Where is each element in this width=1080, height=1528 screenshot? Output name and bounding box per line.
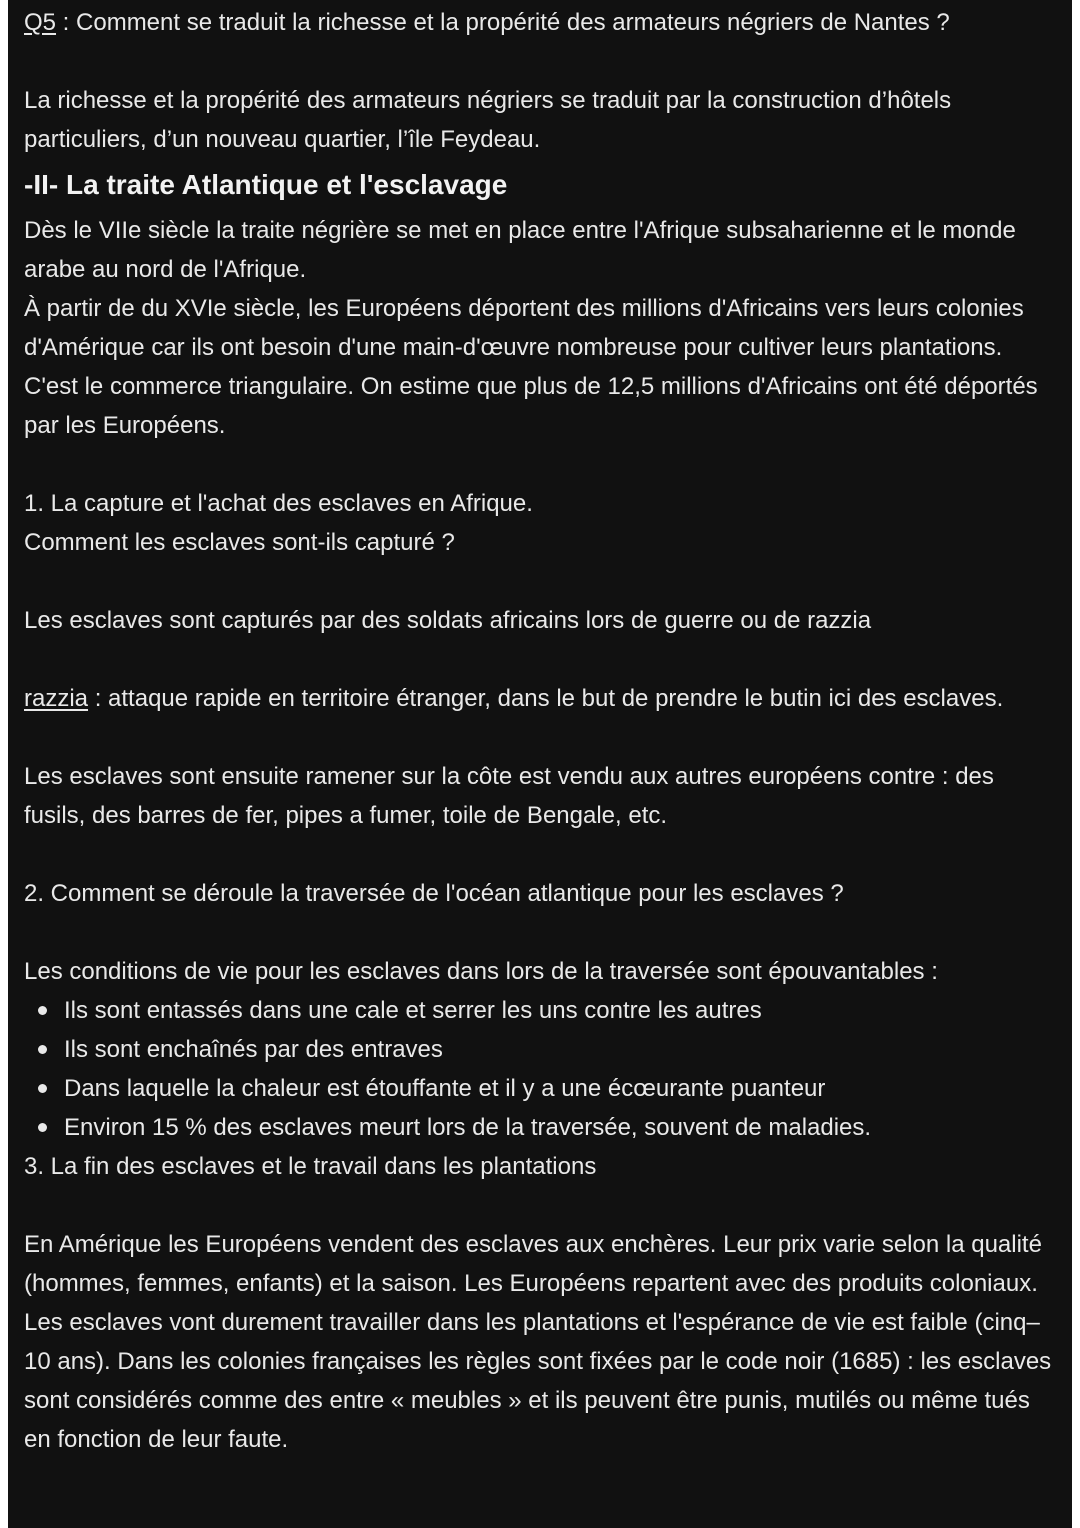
list-item xyxy=(38,1108,1058,1147)
part1-title: 1. La capture et l'achat des esclaves en Afrique. xyxy=(24,490,533,517)
razzia-definition-text: : attaque rapide en territoire étranger, dans le but de prendre le butin ici des esclaves. xyxy=(88,685,1004,712)
list-item xyxy=(38,1069,1058,1108)
spacer xyxy=(24,445,1058,484)
bullet-icon xyxy=(38,1123,47,1132)
section-intro-1: Dès le VIIe siècle la traite négrière se met en place entre l'Afrique subsaharienne et le monde arabe au nord de l'Afrique. xyxy=(24,217,1016,283)
part1-answer: Les esclaves sont capturés par des soldats africains lors de guerre ou de razzia xyxy=(24,607,872,634)
q5-question-text: : Comment se traduit la richesse et la propérité des armateurs négriers de Nantes ? xyxy=(56,9,950,36)
spacer xyxy=(24,640,1058,679)
razzia-term: razzia xyxy=(24,685,89,712)
part2-intro: Les conditions de vie pour les esclaves dans lors de la traversée sont épouvantables : xyxy=(24,958,938,985)
list-item-text: Dans laquelle la chaleur est étouffante et il y a une écœurante puanteur xyxy=(64,1075,826,1102)
part3-text: En Amérique les Européens vendent des esclaves aux enchères. Leur prix varie selon la qualité (hommes, femmes, enfants) et la saison. Les Européens repartent avec des produits coloniaux. Les esclaves vont durement travailler dans les plantations et l'espérance de vie est faible (cinq–10 ans). Dans les colonies françaises les règles sont fixées par le code noir (1685) : les esclaves sont considérés comme des entre « meubles » et ils peuvent être punis, mutilés ou même tués en fonction de leur faute. xyxy=(24,1231,1052,1453)
part2-title: 2. Comment se déroule la traversée de l'océan atlantique pour les esclaves ? xyxy=(24,880,844,907)
note-page xyxy=(8,0,1072,1528)
spacer xyxy=(24,562,1058,601)
list-item xyxy=(38,1030,1058,1069)
spacer xyxy=(24,913,1058,952)
bullet-icon xyxy=(38,1045,47,1054)
q5-label: Q5 xyxy=(24,9,57,36)
spacer xyxy=(24,1186,1058,1225)
list-item-text: Ils sont enchaînés par des entraves xyxy=(64,1036,443,1063)
part1-question: Comment les esclaves sont-ils capturé ? xyxy=(24,529,455,556)
bullet-icon xyxy=(38,1006,47,1015)
section-heading: -II- La traite Atlantique et l'esclavage xyxy=(24,169,508,200)
bullet-icon xyxy=(38,1084,47,1093)
part3-title: 3. La fin des esclaves et le travail dans les plantations xyxy=(24,1153,597,1180)
list-item xyxy=(38,991,1058,1030)
spacer xyxy=(24,835,1058,874)
conditions-list xyxy=(24,991,1058,1147)
list-item-text: Ils sont entassés dans une cale et serrer les uns contre les autres xyxy=(64,997,762,1024)
section-intro-2: À partir de du XVIe siècle, les Européens déportent des millions d'Africains vers leurs colonies d'Amérique car ils ont besoin d'une main-d'œuvre nombreuse pour cultiver leurs plantations. C'est le commerce triangulaire. On estime que plus de 12,5 millions d'Africains ont été déportés par les Européens. xyxy=(24,295,1038,439)
spacer xyxy=(24,718,1058,757)
q5-question xyxy=(24,3,1058,42)
q5-answer: La richesse et la propérité des armateurs négriers se traduit par la construction d’hôtels particuliers, d’un nouveau quartier, l’île Feydeau. xyxy=(24,87,952,153)
spacer xyxy=(24,42,1058,81)
part1-trade: Les esclaves sont ensuite ramener sur la côte est vendu aux autres européens contre : des fusils, des barres de fer, pipes a fumer, toile de Bengale, etc. xyxy=(24,763,994,829)
list-item-text: Environ 15 % des esclaves meurt lors de la traversée, souvent de maladies. xyxy=(64,1114,872,1141)
razzia-definition xyxy=(24,679,1058,718)
